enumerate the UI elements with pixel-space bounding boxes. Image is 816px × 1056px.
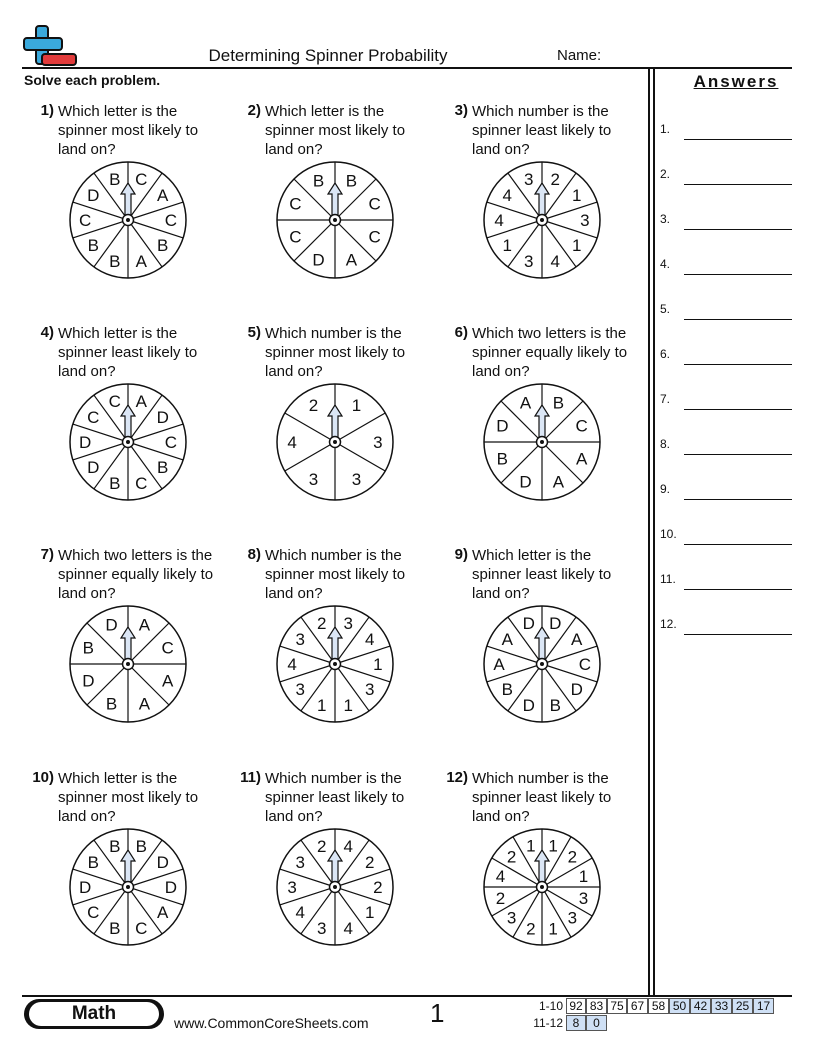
spinner-section-label: C xyxy=(108,392,121,412)
spinner-hub-center xyxy=(333,440,337,444)
answer-row xyxy=(660,345,792,365)
spinner-section-label: 2 xyxy=(317,837,327,857)
problem-question xyxy=(58,769,233,826)
answer-blank-line[interactable] xyxy=(684,319,792,320)
problem-question xyxy=(472,769,647,826)
problem-number: 10) xyxy=(32,769,54,786)
spinner-section-label: 2 xyxy=(373,878,383,897)
question-line: spinner most likely to xyxy=(265,344,406,361)
answer-row xyxy=(660,480,792,500)
bottom-divider xyxy=(22,995,792,997)
question-line: Which two letters is the xyxy=(472,325,627,342)
question-line: Which two letters is the xyxy=(58,547,213,564)
question-line: land on? xyxy=(58,808,116,825)
spinner-section-label: 2 xyxy=(567,847,578,867)
spinner xyxy=(275,382,395,502)
problem-number: 5) xyxy=(247,324,261,341)
spinner-section-label: C xyxy=(289,194,302,214)
spinner-section-label: C xyxy=(575,416,588,436)
spinner xyxy=(482,604,602,724)
spinner-section-label: 1 xyxy=(364,903,375,923)
question-line: Which letter is the xyxy=(58,770,178,787)
spinner-hub-center xyxy=(540,885,544,889)
spinner-section-label: B xyxy=(109,170,121,190)
spinner-section-label: 4 xyxy=(550,251,560,271)
spinner xyxy=(68,827,188,947)
problem-question xyxy=(265,769,440,826)
spinner-section-label: 4 xyxy=(494,211,504,230)
answer-number: 10. xyxy=(660,527,677,541)
spinner-section-label: A xyxy=(571,629,583,649)
spinner-section-label: 3 xyxy=(287,878,297,897)
answer-blank-line[interactable] xyxy=(684,229,792,230)
problem-10 xyxy=(24,769,224,969)
question-line: Which number is the xyxy=(472,770,609,787)
spinner-section-label: 1 xyxy=(571,185,582,205)
answers-heading xyxy=(656,72,816,92)
spinner-section-label: A xyxy=(161,671,174,691)
spinner-section-label: D xyxy=(105,615,118,635)
problem-number: 3) xyxy=(454,102,468,119)
question-line: spinner equally likely to xyxy=(58,566,214,583)
spinner-section-label: D xyxy=(164,878,178,897)
spinner-section-label: 3 xyxy=(295,629,306,649)
spinner-hub-center xyxy=(333,218,337,222)
question-line: spinner most likely to xyxy=(58,122,199,139)
spinner-section-label: A xyxy=(493,655,505,674)
spinner-section-label: C xyxy=(135,170,148,190)
spinner-section-label: C xyxy=(289,227,302,247)
score-cell: 8 xyxy=(566,1015,586,1031)
answer-row xyxy=(660,255,792,275)
question-line: land on? xyxy=(265,363,323,380)
spinner-section-label: B xyxy=(549,695,561,715)
problem-3 xyxy=(438,102,638,302)
question-line: Which number is the xyxy=(265,770,402,787)
problem-12 xyxy=(438,769,638,969)
question-line: Which letter is the xyxy=(58,103,178,120)
spinner xyxy=(68,604,188,724)
spinner-section-label: 4 xyxy=(287,655,297,674)
spinner-section-label: 1 xyxy=(571,236,582,256)
problem-number: 7) xyxy=(40,546,54,563)
question-line: spinner most likely to xyxy=(265,122,406,139)
spinner xyxy=(482,827,602,947)
answer-blank-line[interactable] xyxy=(684,139,792,140)
spinner-section-label: 4 xyxy=(343,918,353,938)
problem-5 xyxy=(231,324,431,524)
problem-question xyxy=(265,324,440,381)
spinner xyxy=(482,160,602,280)
spinner-section-label: C xyxy=(164,211,178,230)
spinner-section-label: B xyxy=(82,638,95,658)
problem-question xyxy=(472,102,647,159)
spinner-section-label: A xyxy=(575,449,588,469)
answer-blank-line[interactable] xyxy=(684,364,792,365)
score-cell: 50 xyxy=(669,998,690,1014)
answer-number: 5. xyxy=(660,302,671,316)
score-cell: 0 xyxy=(586,1015,607,1031)
spinner-section-label: B xyxy=(109,918,121,938)
spinner-section-label: A xyxy=(138,694,151,714)
spinner-section-label: 3 xyxy=(343,614,353,634)
spinner-hub-center xyxy=(126,885,130,889)
spinner-section-label: 3 xyxy=(308,470,319,490)
spinner-section-label: B xyxy=(501,680,513,700)
question-line: land on? xyxy=(265,141,323,158)
score-cell: 17 xyxy=(753,998,774,1014)
problem-number: 1) xyxy=(40,102,54,119)
spinner-section-label: 3 xyxy=(351,470,362,490)
question-line: spinner most likely to xyxy=(58,789,199,806)
spinner-section-label: 2 xyxy=(526,919,536,939)
problem-number: 8) xyxy=(247,546,261,563)
spinner-section-label: D xyxy=(156,407,169,427)
answers-title: Answers xyxy=(693,72,779,91)
question-line: Which number is the xyxy=(472,103,609,120)
spinner-hub-center xyxy=(540,440,544,444)
answer-number: 12. xyxy=(660,617,677,631)
spinner xyxy=(68,382,188,502)
spinner-section-label: B xyxy=(312,171,325,191)
spinner-section-label: D xyxy=(570,680,583,700)
spinner-hub-center xyxy=(126,662,130,666)
spinner-section-label: D xyxy=(522,614,535,634)
question-line: land on? xyxy=(58,363,116,380)
spinner-section-label: B xyxy=(157,236,169,256)
spinner-section-label: A xyxy=(135,392,147,412)
answer-row xyxy=(660,390,792,410)
score-cell: 58 xyxy=(648,998,669,1014)
answer-number: 8. xyxy=(660,437,671,451)
spinner-section-label: C xyxy=(87,903,100,923)
spinner xyxy=(482,382,602,502)
spinner-section-label: C xyxy=(78,211,92,230)
score-row-label: 1-10 xyxy=(538,999,563,1013)
spinner-section-label: 2 xyxy=(364,852,375,872)
spinner-section-label: 4 xyxy=(502,185,513,205)
score-cell: 42 xyxy=(690,998,711,1014)
answer-number: 6. xyxy=(660,347,671,361)
spinner-section-label: B xyxy=(552,393,565,413)
spinner-section-label: 3 xyxy=(373,433,383,452)
answer-blank-line[interactable] xyxy=(684,634,792,635)
question-line: land on? xyxy=(265,585,323,602)
spinner-section-label: B xyxy=(135,837,147,857)
spinner-section-label: D xyxy=(78,433,92,452)
column-divider-right xyxy=(653,67,655,996)
answer-number: 2. xyxy=(660,167,671,181)
question-line: land on? xyxy=(472,141,530,158)
spinner-section-label: 3 xyxy=(524,170,534,190)
spinner-section-label: 3 xyxy=(506,908,517,928)
question-line: Which letter is the xyxy=(58,325,178,342)
score-cell: 33 xyxy=(711,998,732,1014)
answer-row xyxy=(660,435,792,455)
answer-number: 4. xyxy=(660,257,671,271)
website-link[interactable]: www.CommonCoreSheets.com xyxy=(174,1015,369,1031)
spinner-section-label: 1 xyxy=(548,919,558,939)
spinner-section-label: D xyxy=(82,671,95,691)
score-row-label: 11-12 xyxy=(533,1016,563,1030)
spinner-section-label: 3 xyxy=(578,889,589,909)
spinner-section-label: 2 xyxy=(506,847,517,867)
question-line: spinner most likely to xyxy=(265,566,406,583)
problem-number: 2) xyxy=(247,102,261,119)
instructions: Solve each problem. xyxy=(24,72,161,88)
spinner-section-label: D xyxy=(519,472,532,492)
spinner-section-label: 2 xyxy=(495,889,506,909)
spinner-section-label: 3 xyxy=(317,918,327,938)
spinner-section-label: 1 xyxy=(343,695,353,715)
spinner xyxy=(275,160,395,280)
spinner-section-label: A xyxy=(519,393,532,413)
question-line: spinner least likely to xyxy=(472,566,612,583)
spinner-section-label: C xyxy=(578,655,592,674)
question-line: spinner least likely to xyxy=(265,789,405,806)
answer-row xyxy=(660,525,792,545)
spinner-hub-center xyxy=(540,662,544,666)
problem-number: 9) xyxy=(454,546,468,563)
answer-row xyxy=(660,570,792,590)
column-divider-left xyxy=(648,67,650,996)
spinner-section-label: 3 xyxy=(364,680,375,700)
score-cell: 83 xyxy=(586,998,607,1014)
top-divider xyxy=(22,67,792,69)
spinner-section-label: A xyxy=(345,250,358,270)
problem-number: 11) xyxy=(240,769,261,786)
spinner-section-label: C xyxy=(135,473,148,493)
spinner-section-label: B xyxy=(105,694,118,714)
spinner-section-label: 3 xyxy=(567,908,578,928)
spinner-section-label: B xyxy=(109,251,121,271)
spinner-section-label: D xyxy=(312,250,325,270)
problem-7 xyxy=(24,546,224,746)
spinner-section-label: C xyxy=(164,433,178,452)
spinner-section-label: A xyxy=(501,629,513,649)
spinner-section-label: 4 xyxy=(295,903,306,923)
spinner-section-label: B xyxy=(345,171,358,191)
spinner-section-label: B xyxy=(109,473,121,493)
page-number: 1 xyxy=(430,998,445,1028)
spinner-section-label: D xyxy=(156,852,169,872)
spinner-section-label: C xyxy=(368,227,381,247)
answer-blank-line[interactable] xyxy=(684,274,792,275)
question-line: Which number is the xyxy=(265,325,402,342)
spinner-section-label: B xyxy=(157,458,169,478)
spinner-section-label: C xyxy=(135,918,148,938)
spinner-section-label: 1 xyxy=(502,236,513,256)
spinner-section-label: A xyxy=(157,903,169,923)
spinner-section-label: D xyxy=(87,185,100,205)
name-label: Name: xyxy=(557,47,602,64)
answer-row xyxy=(660,165,792,185)
spinner-section-label: 4 xyxy=(287,433,297,452)
problem-number: 6) xyxy=(454,324,468,341)
question-line: spinner least likely to xyxy=(472,122,612,139)
question-line: land on? xyxy=(58,141,116,158)
answer-number: 9. xyxy=(660,482,671,496)
spinner-section-label: C xyxy=(161,638,174,658)
question-line: Which number is the xyxy=(265,547,402,564)
score-cell: 75 xyxy=(607,998,627,1014)
spinner-section-label: A xyxy=(135,251,147,271)
answer-number: 3. xyxy=(660,212,671,226)
question-line: land on? xyxy=(265,808,323,825)
spinner-section-label: D xyxy=(522,695,535,715)
problem-1 xyxy=(24,102,224,302)
answer-blank-line[interactable] xyxy=(684,589,792,590)
spinner-section-label: 1 xyxy=(317,695,327,715)
problem-2 xyxy=(231,102,431,302)
problem-question xyxy=(58,546,233,603)
question-line: Which letter is the xyxy=(265,103,385,120)
answer-number: 7. xyxy=(660,392,671,406)
spinner xyxy=(68,160,188,280)
spinner-section-label: B xyxy=(87,236,99,256)
answer-number: 1. xyxy=(660,122,671,136)
question-line: land on? xyxy=(472,585,530,602)
answer-blank-line[interactable] xyxy=(684,499,792,500)
spinner-section-label: A xyxy=(138,615,151,635)
answer-blank-line[interactable] xyxy=(684,454,792,455)
spinner-section-label: 2 xyxy=(550,170,560,190)
page-title: Determining Spinner Probability xyxy=(208,46,448,65)
answer-row xyxy=(660,210,792,230)
spinner-section-label: 1 xyxy=(373,655,383,674)
question-line: land on? xyxy=(58,585,116,602)
spinner-section-label: D xyxy=(549,614,562,634)
spinner-section-label: 3 xyxy=(580,211,590,230)
problem-question xyxy=(58,324,233,381)
spinner-hub-center xyxy=(333,662,337,666)
problem-question xyxy=(472,546,647,603)
problem-question xyxy=(58,102,233,159)
spinner-section-label: B xyxy=(109,837,121,857)
spinner xyxy=(275,827,395,947)
problem-number: 12) xyxy=(446,769,468,786)
spinner-section-label: C xyxy=(368,194,381,214)
problem-question xyxy=(472,324,647,381)
problem-question xyxy=(265,102,440,159)
spinner-hub-center xyxy=(540,218,544,222)
spinner-section-label: B xyxy=(496,449,509,469)
spinner-section-label: C xyxy=(87,407,100,427)
spinner-section-label: 1 xyxy=(548,836,558,856)
question-line: spinner least likely to xyxy=(58,344,198,361)
spinner-section-label: B xyxy=(87,852,99,872)
spinner xyxy=(275,604,395,724)
spinner-section-label: D xyxy=(87,458,100,478)
answer-blank-line[interactable] xyxy=(684,544,792,545)
question-line: land on? xyxy=(472,808,530,825)
spinner-section-label: 2 xyxy=(308,395,319,415)
spinner-section-label: 4 xyxy=(343,837,353,857)
question-line: spinner equally likely to xyxy=(472,344,628,361)
answer-blank-line[interactable] xyxy=(684,409,792,410)
problem-number: 4) xyxy=(40,324,54,341)
problem-11 xyxy=(231,769,431,969)
answer-row xyxy=(660,300,792,320)
spinner-section-label: 1 xyxy=(578,866,589,886)
subject-label: Math xyxy=(29,1002,159,1026)
spinner-section-label: A xyxy=(552,472,565,492)
spinner-section-label: 3 xyxy=(295,852,306,872)
answer-blank-line[interactable] xyxy=(684,184,792,185)
score-cell: 92 xyxy=(566,998,586,1014)
spinner-section-label: 4 xyxy=(495,866,506,886)
problem-4 xyxy=(24,324,224,524)
question-line: spinner least likely to xyxy=(472,789,612,806)
spinner-hub-center xyxy=(333,885,337,889)
score-cell: 25 xyxy=(732,998,753,1014)
spinner-section-label: 1 xyxy=(351,395,362,415)
answer-row xyxy=(660,120,792,140)
spinner-hub-center xyxy=(126,440,130,444)
spinner-section-label: 2 xyxy=(317,614,327,634)
question-line: land on? xyxy=(472,363,530,380)
spinner-section-label: D xyxy=(78,878,92,897)
problem-6 xyxy=(438,324,638,524)
problem-8 xyxy=(231,546,431,746)
answer-row xyxy=(660,615,792,635)
spinner-section-label: 4 xyxy=(364,629,375,649)
question-line: Which letter is the xyxy=(472,547,592,564)
spinner-section-label: 1 xyxy=(526,836,536,856)
answer-number: 11. xyxy=(660,572,676,586)
spinner-section-label: D xyxy=(496,416,509,436)
spinner-section-label: A xyxy=(157,185,169,205)
problem-9 xyxy=(438,546,638,746)
spinner-section-label: 3 xyxy=(524,251,534,271)
problem-question xyxy=(265,546,440,603)
spinner-hub-center xyxy=(126,218,130,222)
spinner-section-label: 3 xyxy=(295,680,306,700)
score-cell: 67 xyxy=(627,998,648,1014)
